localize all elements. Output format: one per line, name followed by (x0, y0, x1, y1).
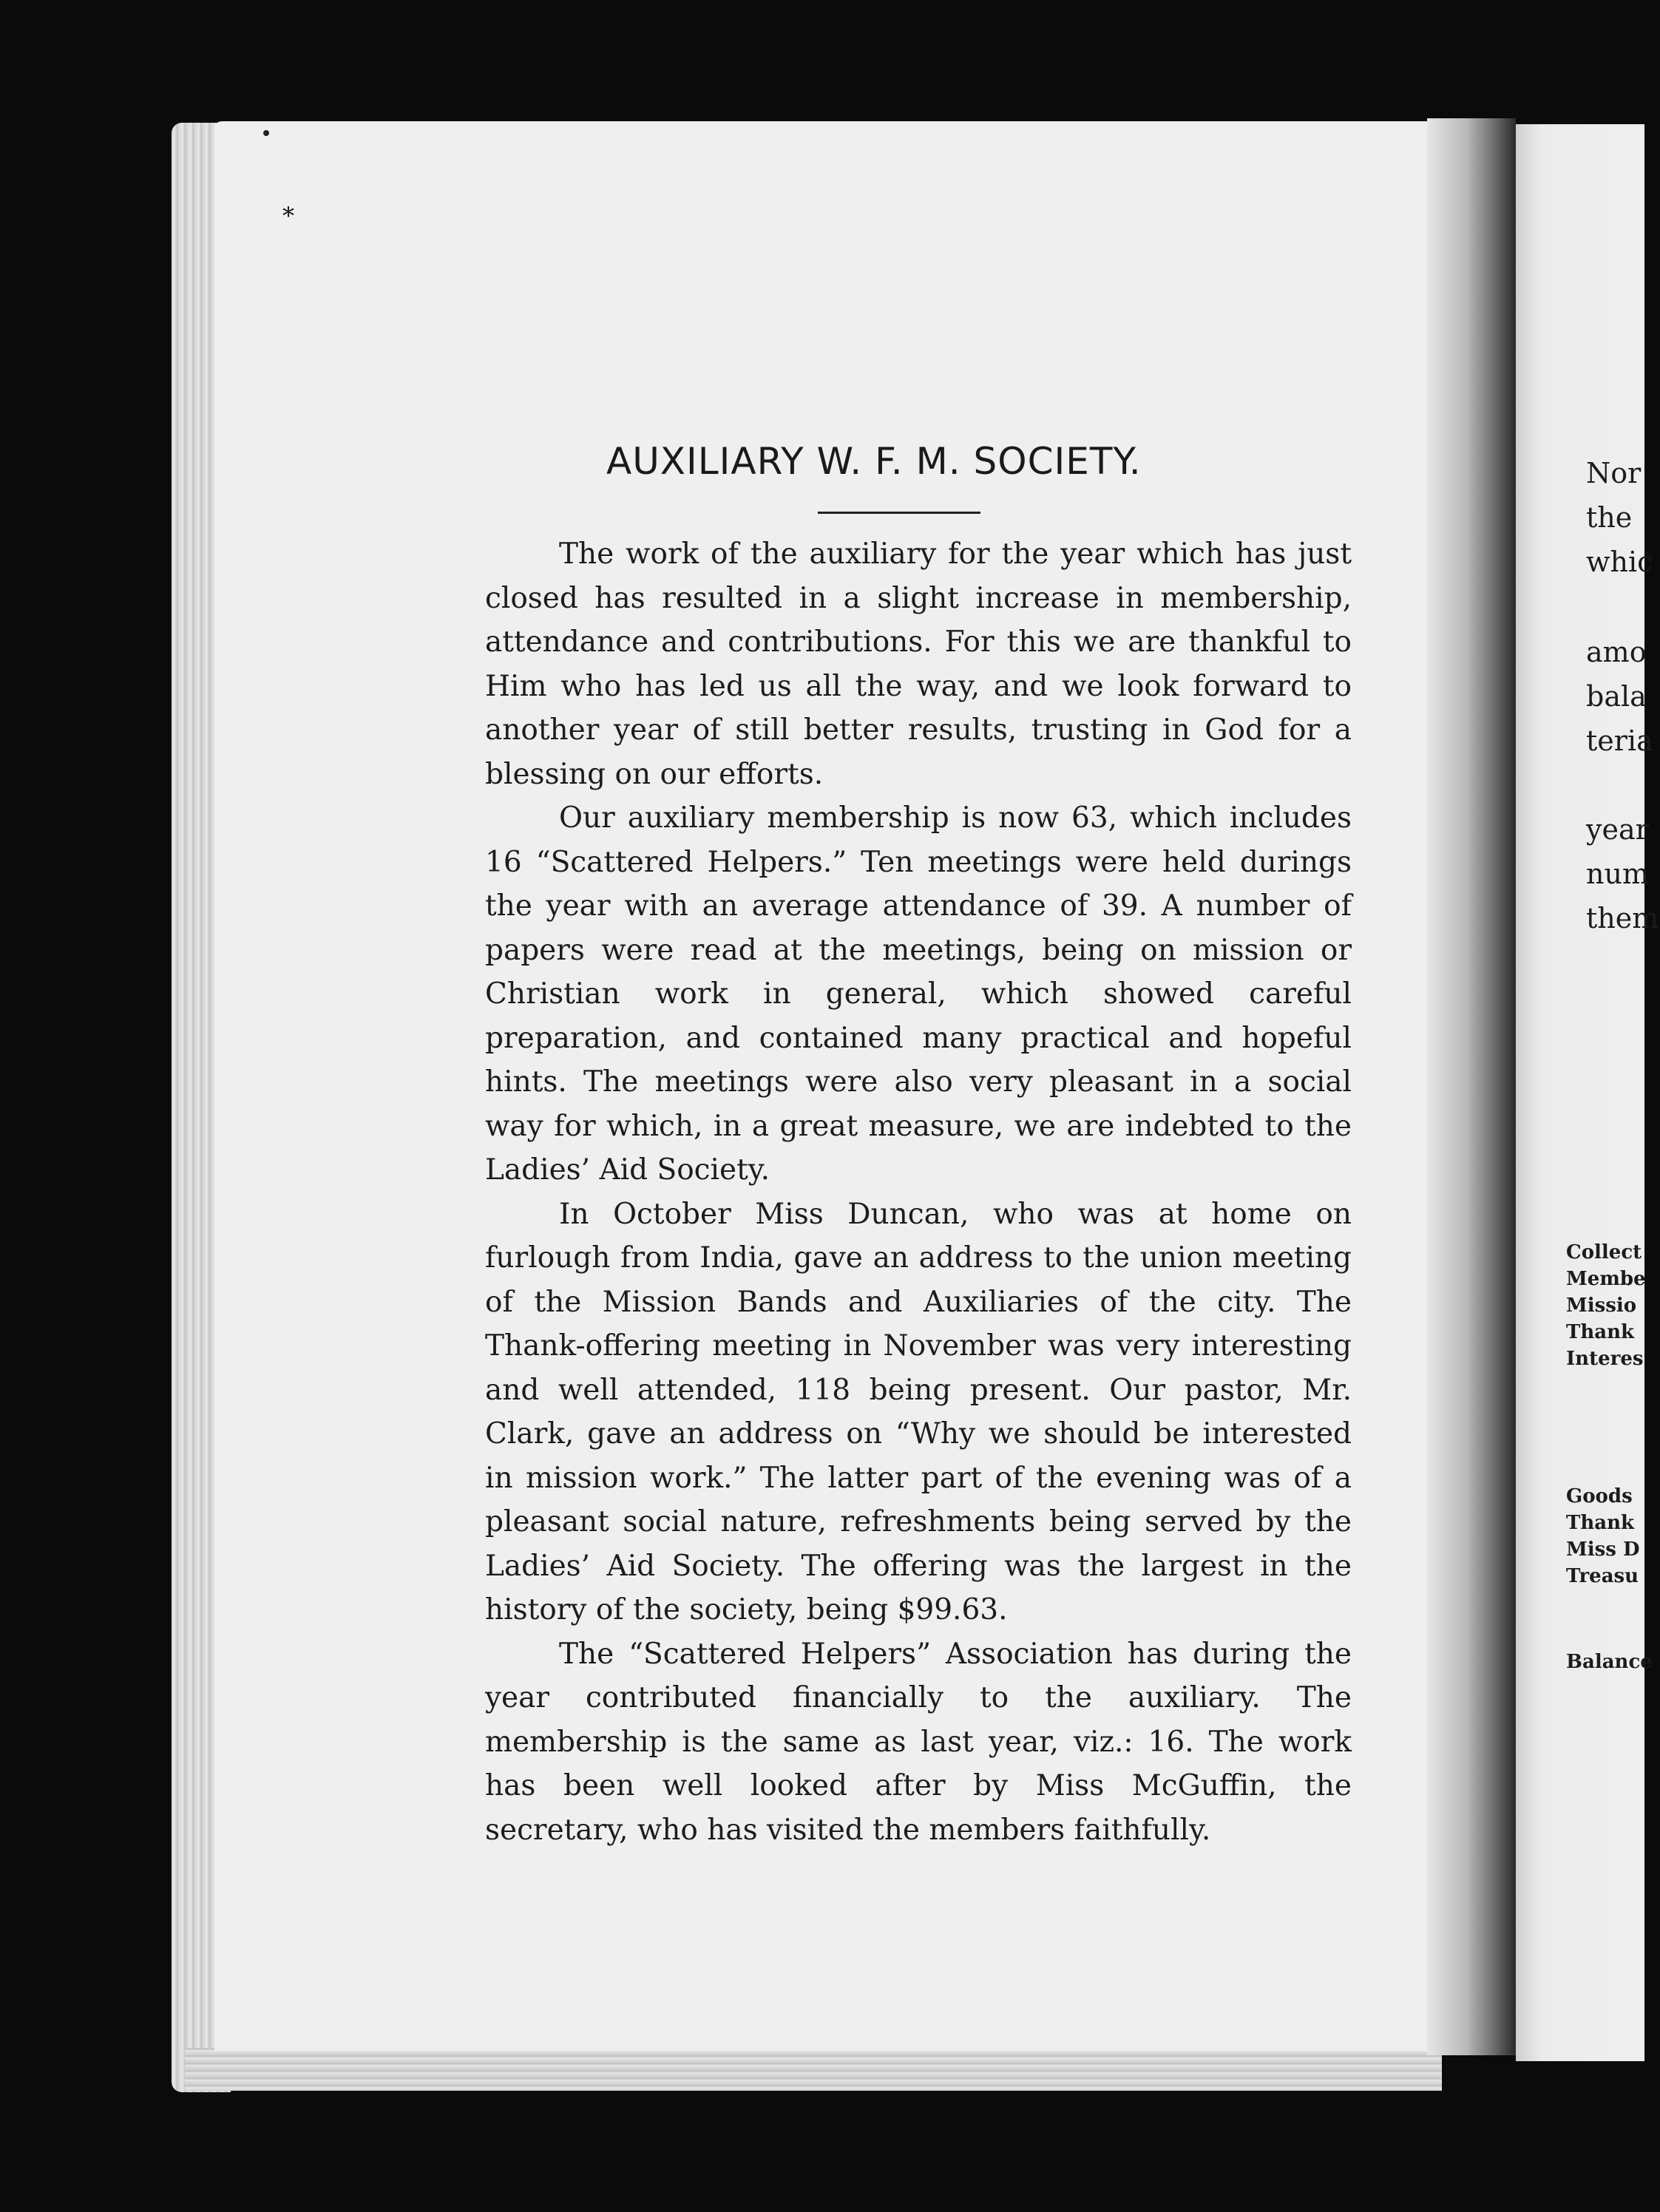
page-title: AUXILIARY W. F. M. SOCIETY. (606, 440, 1142, 483)
paragraph-4: The “Scattered Helpers” Association has during the year contributed financially to the auxiliary. The membership is the same as last year, viz.: 16. The work has been well looked after by Miss McGuffin, the secretary, who has visited the members faithfully. (485, 1637, 1352, 1847)
right-page-line: Nor (1586, 457, 1642, 489)
right-page-line: bala (1586, 680, 1647, 713)
right-page-table-row: Collect (1566, 1241, 1642, 1263)
paragraph-3: In October Miss Duncan, who was at home on furlough from India, gave an address to the union meeting of the Mission Bands and Auxiliaries of the city. The Thank-offering meeting in November was very interesting and well attended, 118 being present. Our pastor, Mr. Clark, gave an address on “Why we should be interested in mission work.” The latter part of the evening was of a pleasant social nature, refreshments being served by the Ladies’ Aid Society. The offering was the largest in the history of the society, being $99.63. (485, 1197, 1352, 1626)
paragraph-2: Our auxiliary membership is now 63, which includes 16 “Scattered Helpers.” Ten meetings were held durings the year with an average attendance of 39. A number of papers were read at the meetings, being on mission or Christian work in general, which showed careful preparation, and contained many practical and hopeful hints. The meetings were also very pleasant in a social way for which, in a great measure, we are indebted to the Ladies’ Aid Society. (485, 801, 1352, 1187)
book-page-edges-bottom (185, 2048, 1442, 2091)
right-page-line: whic (1586, 546, 1653, 578)
right-page-line: the (1586, 501, 1633, 534)
right-page-balance: Balance (1566, 1651, 1653, 1673)
right-page-line: amo (1586, 636, 1647, 668)
article-body (485, 532, 1352, 1852)
ink-mark: * (282, 202, 294, 230)
right-page (1516, 124, 1644, 2061)
right-page-table-row: Thank (1566, 1321, 1635, 1343)
right-page-table-row: Treasu (1566, 1565, 1639, 1587)
title-divider (818, 512, 980, 514)
right-page-table-row: Membe (1566, 1268, 1646, 1290)
right-page-table-row: Goods (1566, 1485, 1633, 1507)
right-page-table-row: Miss D (1566, 1538, 1640, 1561)
right-page-line: them (1586, 902, 1659, 934)
book-gutter (1427, 118, 1516, 2055)
right-page-table-row: Interes (1566, 1348, 1644, 1370)
right-page-line: num (1586, 858, 1649, 890)
right-page-table-row: Thank (1566, 1512, 1635, 1534)
right-page-line: teria (1586, 725, 1653, 757)
right-page-line: year (1586, 813, 1649, 846)
ink-speck (263, 130, 269, 136)
paragraph-1: The work of the auxiliary for the year which has just closed has resulted in a slight increase in membership, attendance and contributions. For this we are thankful to Him who has led us all the way, and we look forward to another year of still better results, trusting in God for a blessing on our efforts. (485, 537, 1352, 791)
right-page-table-row: Missio (1566, 1295, 1637, 1317)
